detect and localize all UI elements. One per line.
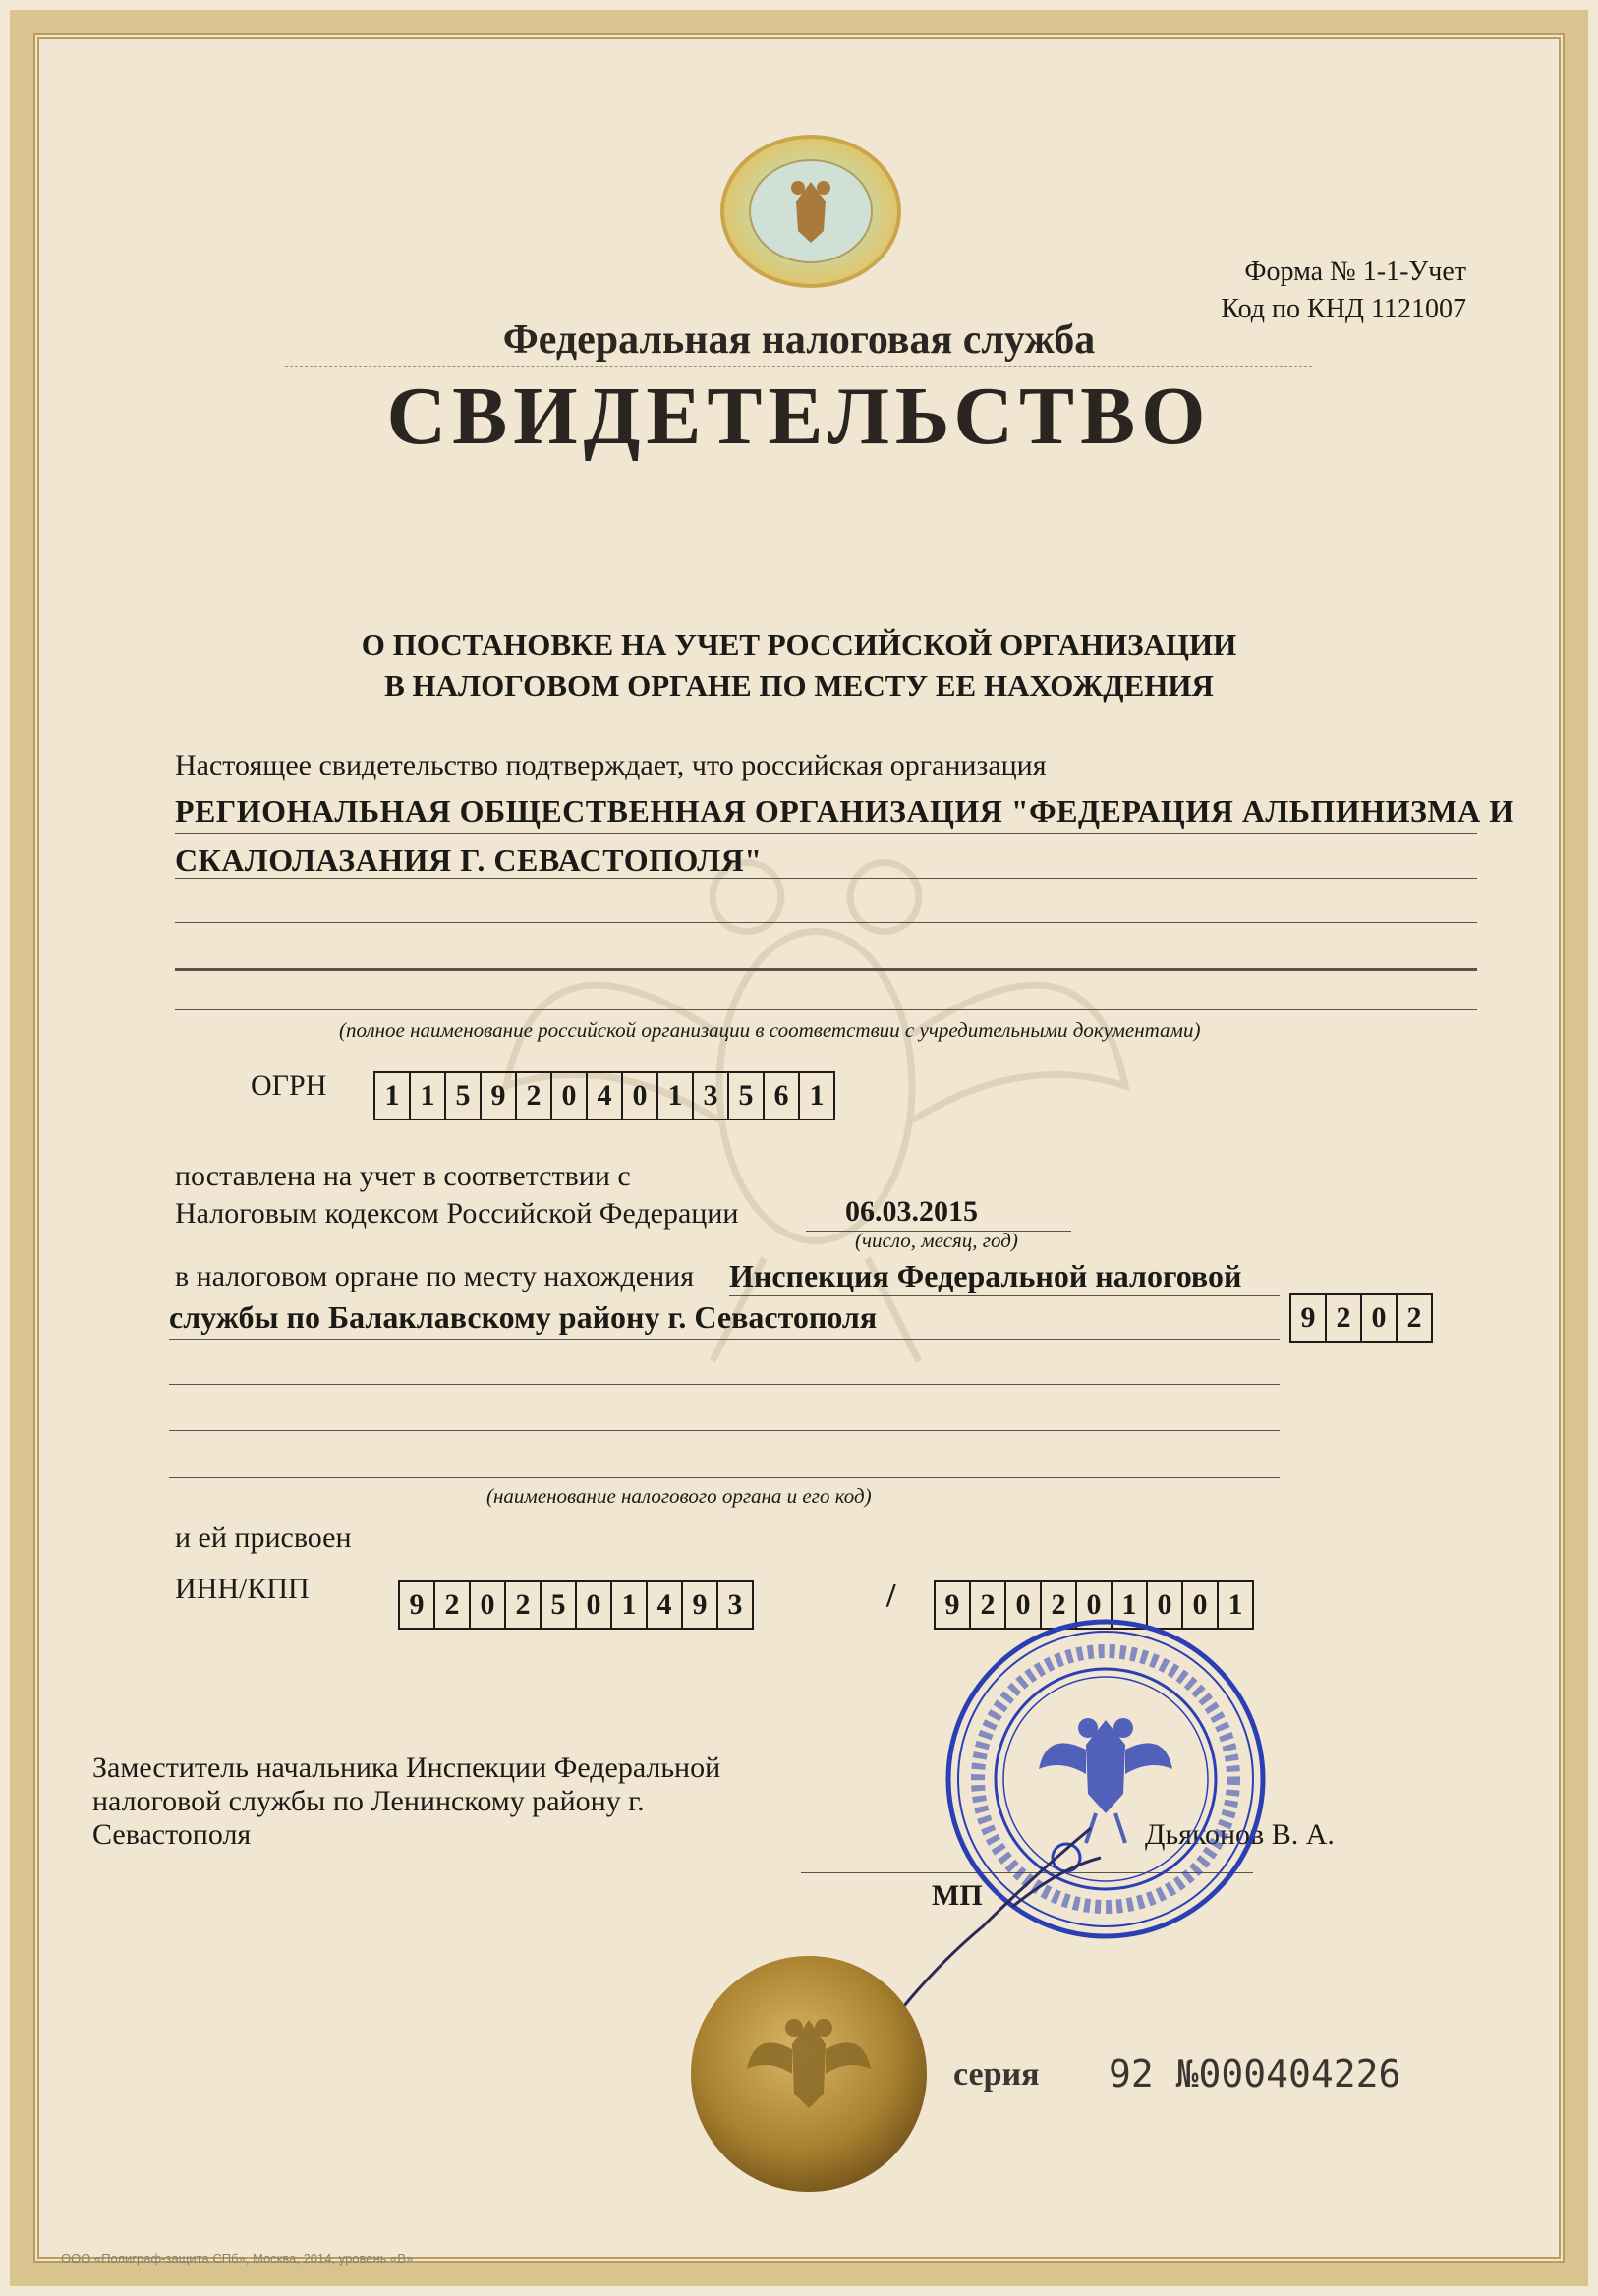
ogrn-digit: 1 <box>809 1079 825 1112</box>
registration-text <box>175 1158 738 1233</box>
registration-line-2: Налоговым кодексом Российской Федерации <box>175 1197 739 1230</box>
header-rule <box>285 366 1312 367</box>
series-label: серия <box>953 2056 1040 2093</box>
tax-underline-5 <box>169 1477 1280 1478</box>
ogrn-digit: 5 <box>446 1073 482 1119</box>
tax-underline-2 <box>169 1339 1280 1340</box>
assigned-text: и ей присвоен <box>175 1521 352 1554</box>
inn-digit: 1 <box>612 1582 648 1628</box>
organization-name-line-1: РЕГИОНАЛЬНАЯ ОБЩЕСТВЕННАЯ ОРГАНИЗАЦИЯ "ФЕДЕРАЦИЯ АЛЬПИНИЗМА И <box>175 793 1514 829</box>
ogrn-digit: 0 <box>552 1073 588 1119</box>
kpp-digit: 2 <box>971 1582 1006 1628</box>
org-underline-1 <box>175 833 1477 834</box>
inn-digit: 9 <box>683 1582 718 1628</box>
inn-digit: 9 <box>400 1582 435 1628</box>
inn-kpp-separator: / <box>886 1578 896 1614</box>
printer-imprint: ООО «Полиграф-защита СПб», Москва, 2014, уровень «В» <box>61 2251 414 2266</box>
date-caption: (число, месяц, год) <box>855 1229 1018 1252</box>
ogrn-digit: 1 <box>375 1073 411 1119</box>
tax-underline-3 <box>169 1384 1280 1385</box>
document-subtitle <box>0 624 1598 707</box>
ogrn-digit: 6 <box>765 1073 800 1119</box>
tax-underline-4 <box>169 1430 1280 1431</box>
tax-authority-name-line-2: службы по Балаклавскому району г. Севастополя <box>169 1299 878 1335</box>
tax-authority-caption: (наименование налогового органа и его код) <box>486 1484 872 1508</box>
kpp-digit: 1 <box>1227 1588 1243 1621</box>
kpp-digit: 0 <box>1148 1582 1183 1628</box>
tax-authority-name-line-1: Инспекция Федеральной налоговой <box>729 1258 1242 1293</box>
org-underline-5 <box>175 1009 1477 1010</box>
code-digit: 9 <box>1291 1295 1327 1341</box>
ogrn-digit: 2 <box>517 1073 552 1119</box>
form-number-text: Форма № 1-1-Учет <box>1244 257 1466 287</box>
agency-name: Федеральная налоговая служба <box>502 317 1096 363</box>
tax-authority-intro: в налоговом органе по месту нахождения <box>175 1260 695 1292</box>
inn-digit: 5 <box>542 1582 577 1628</box>
inn-digit: 3 <box>727 1588 743 1621</box>
ogrn-digit: 3 <box>694 1073 729 1119</box>
gold-seal-icon <box>686 1951 932 2197</box>
kpp-digit: 2 <box>1042 1582 1077 1628</box>
organization-name-line-2: СКАЛОЛАЗАНИЯ Г. СЕВАСТОПОЛЯ" <box>175 842 763 878</box>
ogrn-digit: 5 <box>729 1073 765 1119</box>
signer-title-line-2: налоговой службы по Ленинскому району г. <box>92 1785 645 1817</box>
ogrn-digit: 4 <box>588 1073 623 1119</box>
ogrn-digit: 9 <box>482 1073 517 1119</box>
inn-digit: 2 <box>435 1582 471 1628</box>
tax-underline-1 <box>729 1295 1280 1296</box>
signer-title-line-3: Севастополя <box>92 1818 252 1851</box>
kpp-digit: 0 <box>1183 1582 1219 1628</box>
inn-digit: 4 <box>648 1582 683 1628</box>
hologram-emblem-icon <box>717 133 904 290</box>
ogrn-digit: 0 <box>623 1073 658 1119</box>
signer-title <box>92 1751 720 1852</box>
org-underline-3 <box>175 922 1477 923</box>
org-underline-2 <box>175 878 1477 879</box>
code-digit: 0 <box>1362 1295 1398 1341</box>
series-number: 92 №000404226 <box>1109 2052 1401 2095</box>
org-caption: (полное наименование российской организации в соответствии с учредительными документами) <box>339 1018 1201 1042</box>
signer-title-line-1: Заместитель начальника Инспекции Федеральной <box>92 1751 721 1784</box>
intro-text: Настоящее свидетельство подтверждает, что российская организация <box>175 749 1047 781</box>
inn-digit: 0 <box>471 1582 506 1628</box>
ogrn-label: ОГРН <box>251 1069 327 1102</box>
code-digit: 2 <box>1406 1301 1422 1334</box>
kpp-digit: 0 <box>1077 1582 1113 1628</box>
kpp-digit: 0 <box>1006 1582 1042 1628</box>
organization-name <box>175 786 1514 885</box>
registration-date: 06.03.2015 <box>845 1195 978 1228</box>
subtitle-line-2: В НАЛОГОВОМ ОРГАНЕ ПО МЕСТУ ЕЕ НАХОЖДЕНИЯ <box>384 668 1214 703</box>
registration-line-1: поставлена на учет в соответствии с <box>175 1160 631 1192</box>
kpp-digit: 9 <box>936 1582 971 1628</box>
document-title: СВИДЕТЕЛЬСТВО <box>386 371 1212 462</box>
knd-code-text: Код по КНД 1121007 <box>1221 294 1466 324</box>
kpp-digit: 1 <box>1113 1582 1148 1628</box>
inn-digit: 2 <box>506 1582 542 1628</box>
signer-name: Дьяконов В. А. <box>1145 1818 1335 1851</box>
subtitle-line-1: О ПОСТАНОВКЕ НА УЧЕТ РОССИЙСКОЙ ОРГАНИЗАЦИИ <box>361 627 1237 661</box>
ogrn-digit: 1 <box>658 1073 694 1119</box>
ogrn-cells <box>373 1071 835 1120</box>
inn-digit: 0 <box>577 1582 612 1628</box>
stamp-place-label: МП <box>932 1879 983 1912</box>
inn-kpp-label: ИНН/КПП <box>175 1573 310 1605</box>
inn-cells <box>398 1580 754 1630</box>
ogrn-digit: 1 <box>411 1073 446 1119</box>
org-underline-4 <box>175 968 1477 971</box>
code-digit: 2 <box>1327 1295 1362 1341</box>
tax-authority-code-cells <box>1289 1293 1433 1343</box>
